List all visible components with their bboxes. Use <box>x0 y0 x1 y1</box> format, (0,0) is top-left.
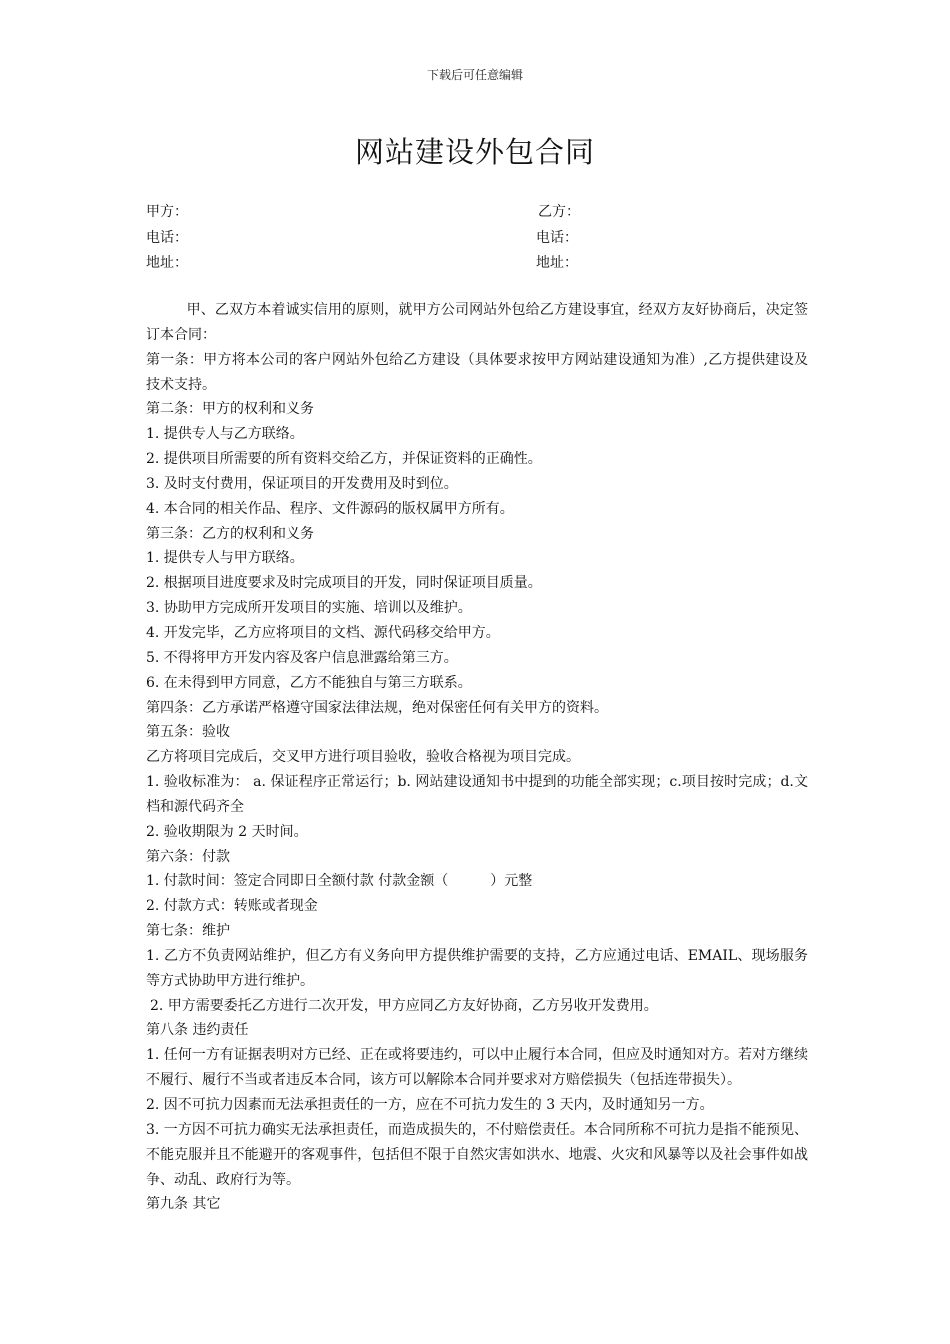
article-1: 第一条：甲方将本公司的客户网站外包给乙方建设（具体要求按甲方网站建设通知为准）,乙方提供建设及技术支持。 <box>146 351 808 393</box>
article-3-item: 3. 协助甲方完成所开发项目的实施、培训以及维护。 <box>146 600 472 617</box>
header-note: 下载后可任意编辑 <box>426 68 523 82</box>
article-3-item: 2. 根据项目进度要求及时完成项目的开发，同时保证项目质量。 <box>146 575 542 592</box>
party-row-phone <box>146 226 806 252</box>
preamble: 甲、乙双方本着诚实信用的原则，就甲方公司网站外包给乙方建设事宜，经双方友好协商后，决定签订本合同： <box>146 302 808 343</box>
article-5-item: 1. 验收标准为： a. 保证程序正常运行；b. 网站建设通知书中提到的功能全部实现；c.项目按时完成；d.文档和源代码齐全 <box>146 774 808 815</box>
article-3-item: 6. 在未得到甲方同意，乙方不能独自与第三方联系。 <box>146 674 472 691</box>
article-3-heading: 第三条：乙方的权利和义务 <box>146 525 314 542</box>
article-2-heading: 第二条：甲方的权利和义务 <box>146 401 314 418</box>
article-6-item: 1. 付款时间：签定合同即日全额付款 付款金额（ ）元整 <box>146 873 533 890</box>
party-b-phone-label: 电话： <box>536 229 578 246</box>
article-8-item: 3. 一方因不可抗力确实无法承担责任，而造成损失的，不付赔偿责任。本合同所称不可抗力是指不能预见、不能克服并且不能避开的客观事件，包括但不限于自然灾害如洪水、地震、火灾和风暴等以及社会事件如战争、动乱、政府行为等。 <box>146 1121 808 1188</box>
article-2-item: 2. 提供项目所需要的所有资料交给乙方，并保证资料的正确性。 <box>146 451 542 468</box>
party-a-label: 甲方： <box>146 204 188 220</box>
document-title: 网站建设外包合同 <box>354 135 595 169</box>
article-8-item: 1. 任何一方有证据表明对方已经、正在或将要违约，可以中止履行本合同，但应及时通知对方。若对方继续不履行、履行不当或者违反本合同，该方可以解除本合同并要求对方赔偿损失（包括连带损失）。 <box>146 1047 808 1089</box>
party-a-address-label: 地址： <box>146 255 188 271</box>
article-3-item: 4. 开发完毕，乙方应将项目的文档、源代码移交给甲方。 <box>146 624 500 641</box>
party-info <box>146 200 806 277</box>
article-2-item: 3. 及时支付费用，保证项目的开发费用及时到位。 <box>146 475 458 492</box>
article-2-item: 1. 提供专人与乙方联络。 <box>146 426 304 443</box>
article-3-item: 5. 不得将甲方开发内容及客户信息泄露给第三方。 <box>146 649 458 666</box>
party-a-phone-label: 电话： <box>146 229 188 246</box>
party-b-address-label: 地址： <box>536 255 578 271</box>
article-5-text: 乙方将项目完成后，交叉甲方进行项目验收，验收合格视为项目完成。 <box>146 749 580 766</box>
article-9-heading: 第九条 其它 <box>146 1196 221 1213</box>
article-8-heading: 第八条 违约责任 <box>146 1022 249 1039</box>
party-b-label: 乙方： <box>538 204 580 220</box>
article-5-item: 2. 验收期限为 2 天时间。 <box>146 823 308 840</box>
article-3-item: 1. 提供专人与甲方联络。 <box>146 550 304 567</box>
article-7-item: 2. 甲方需要委托乙方进行二次开发，甲方应同乙方友好协商，乙方另收开发费用。 <box>150 997 658 1014</box>
party-row-name <box>146 200 806 226</box>
article-6-item: 2. 付款方式：转账或者现金 <box>146 898 318 915</box>
article-8-item: 2. 因不可抗力因素而无法承担责任的一方，应在不可抗力发生的 3 天内，及时通知另一方。 <box>146 1097 714 1113</box>
article-2-item: 4. 本合同的相关作品、程序、文件源码的版权属甲方所有。 <box>146 500 514 517</box>
article-4: 第四条：乙方承诺严格遵守国家法律法规，绝对保密任何有关甲方的资料。 <box>146 699 608 716</box>
article-5-heading: 第五条：验收 <box>146 724 230 741</box>
contract-body <box>146 298 808 1217</box>
article-7-heading: 第七条：维护 <box>146 923 230 940</box>
party-row-address <box>146 251 806 277</box>
article-6-heading: 第六条：付款 <box>146 848 230 865</box>
article-7-item: 1. 乙方不负责网站维护，但乙方有义务向甲方提供维护需要的支持，乙方应通过电话、EMAIL、现场服务等方式协助甲方进行维护。 <box>146 947 808 989</box>
